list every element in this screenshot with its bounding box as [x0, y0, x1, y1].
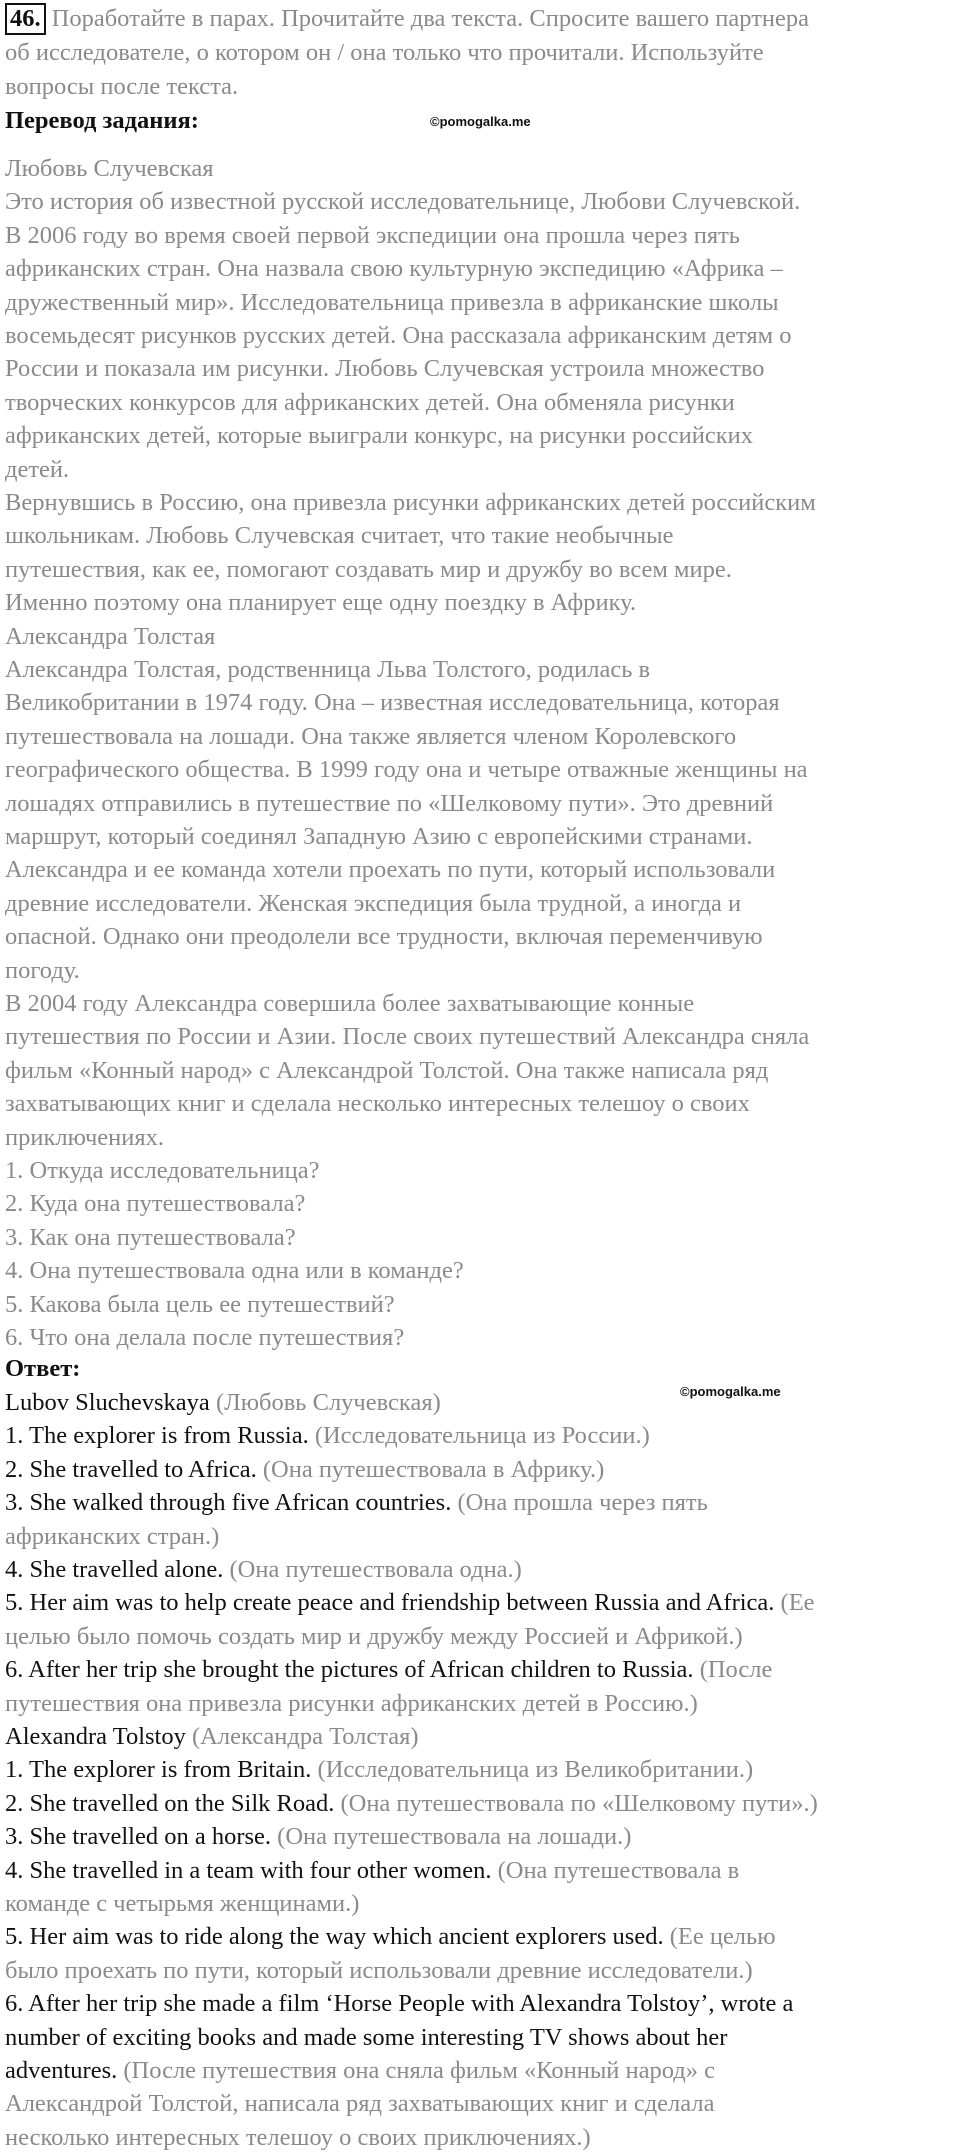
translation-line: творческих конкурсов для африканских детей. Она обменяла рисунки — [5, 388, 735, 416]
answer-russian: целью было помочь создать мир и дружбу между Россией и Африкой.) — [5, 1622, 743, 1650]
answer-line — [5, 2021, 727, 2054]
translation-line: древние исследователи. Женская экспедиция была трудной, а иногда и — [5, 889, 742, 917]
translation-line: 4. Она путешествовала одна или в команде? — [5, 1257, 464, 1285]
translation-line: Вернувшись в Россию, она привезла рисунки африканских детей российским — [5, 489, 816, 516]
answer-russian: (Ее целью — [663, 1923, 776, 1951]
answer-line — [5, 1386, 441, 1419]
answer-line — [5, 1920, 776, 1953]
translation-line: Александра Толстая, родственница Льва Толстого, родилась в — [5, 656, 651, 683]
answer-line — [5, 2054, 715, 2087]
answer-russian: (Исследовательница из России.) — [308, 1422, 650, 1450]
answer-russian: команде с четырьмя женщинами.) — [5, 1890, 360, 1917]
answer-russian: (Она прошла через пять — [451, 1489, 708, 1517]
watermark: ©pomogalka.me — [680, 1384, 781, 1399]
translation-line: приключениях. — [5, 1123, 165, 1151]
answer-english: 2. She travelled on the Silk Road. — [5, 1789, 335, 1817]
answer-russian: африканских стран.) — [5, 1522, 220, 1550]
answer-russian: (Ее — [774, 1589, 815, 1617]
answer-english: 3. She walked through five African countries. — [5, 1489, 452, 1517]
answer-line — [5, 1787, 818, 1820]
answer-line — [5, 2121, 591, 2154]
answer-english: adventures. — [5, 2057, 118, 2084]
answer-english: 1. The explorer is from Russia. — [5, 1422, 309, 1450]
answer-russian: (Она путешествовала на лошади.) — [271, 1823, 632, 1851]
translation-line: 3. Как она путешествовала? — [5, 1223, 296, 1251]
answer-line — [5, 1854, 739, 1887]
answer-english: 4. She travelled alone. — [5, 1556, 224, 1583]
answer-line — [5, 1620, 743, 1653]
task-text: Поработайте в парах. Прочитайте два текста. Спросите вашего партнера — [51, 5, 810, 32]
answer-russian: (Она путешествовала по «Шелковому пути».) — [334, 1789, 818, 1817]
answer-russian: (Она путешествовала одна.) — [223, 1556, 522, 1583]
translation-line: Любовь Случевская — [5, 155, 214, 182]
translation-line: детей. — [5, 455, 70, 483]
task-line — [5, 2, 809, 35]
answer-english: 2. She travelled to Africa. — [5, 1455, 257, 1483]
answer-russian: (Она путешествовала в — [491, 1856, 740, 1884]
translation-line: 1. Откуда исследовательница? — [5, 1157, 320, 1184]
answer-line — [5, 1887, 359, 1920]
answer-line — [5, 1753, 753, 1786]
task-line: об исследователе, о котором он / она только что прочитали. Используйте — [5, 39, 764, 66]
answer-english: 5. Her aim was to ride along the way which ancient explorers used. — [5, 1923, 664, 1951]
translation-line: Это история об известной русской исследовательнице, Любови Случевской. — [5, 188, 801, 216]
answer-line — [5, 2087, 714, 2120]
answer-russian: (Любовь Случевская) — [209, 1389, 441, 1416]
answer-russian: (Александра Толстая) — [185, 1723, 419, 1750]
watermark: ©pomogalka.me — [430, 114, 531, 129]
answer-line — [5, 1653, 772, 1686]
exercise-number: 46. — [5, 3, 46, 35]
translation-line: Александра и ее команда хотели проехать по пути, который использовали — [5, 856, 776, 884]
translation-line: африканских детей, которые выиграли конкурс, на рисунки российских — [5, 422, 754, 450]
translation-line: захватывающих книг и сделала несколько интересных телешоу о своих — [5, 1090, 750, 1118]
translation-line: Великобритании в 1974 году. Она – известная исследовательница, которая — [5, 689, 780, 717]
task-line: вопросы после текста. — [5, 73, 239, 100]
translation-line: школьникам. Любовь Случевская считает, что такие необычные — [5, 522, 674, 550]
answer-line — [5, 1954, 753, 1987]
answer-line — [5, 1553, 522, 1586]
answer-line — [5, 1687, 698, 1720]
answer-russian: (Исследовательница из Великобритании.) — [311, 1756, 754, 1784]
answer-english: number of exciting books and made some interesting TV shows about her — [5, 2023, 728, 2051]
translation-line: путешествия по России и Азии. После своих путешествий Александра сняла — [5, 1023, 810, 1051]
answer-russian: (После — [693, 1656, 773, 1684]
translation-line: 5. Какова была цель ее путешествий? — [5, 1290, 395, 1318]
translation-line: дружественный мир». Исследовательница привезла в африканские школы — [5, 288, 779, 316]
answer-line — [5, 1453, 604, 1486]
answer-line — [5, 1720, 419, 1753]
translation-line: лошадях отправились в путешествие по «Шелковому пути». Это древний — [5, 789, 774, 817]
answer-heading: Ответ: — [5, 1355, 81, 1382]
translation-heading: Перевод задания: — [5, 107, 199, 134]
answer-english: 1. The explorer is from Britain. — [5, 1756, 312, 1784]
answer-line — [5, 1486, 708, 1519]
translation-line: Именно поэтому она планирует еще одну поездку в Африку. — [5, 589, 637, 617]
answer-english: Alexandra Tolstoy — [5, 1723, 186, 1750]
answer-russian: (После путешествия она сняла фильм «Конный народ» с — [117, 2057, 716, 2084]
translation-line: фильм «Конный народ» с Александрой Толстой. Она также написала ряд — [5, 1056, 769, 1084]
translation-line: 6. Что она делала после путешествия? — [5, 1324, 405, 1351]
translation-line: путешествовала на лошади. Она также является членом Королевского — [5, 722, 737, 750]
answer-english: 6. After her trip she brought the pictures of African children to Russia. — [5, 1656, 694, 1684]
translation-line: маршрут, который соединял Западную Азию с европейскими странами. — [5, 823, 753, 850]
answer-line — [5, 1419, 650, 1452]
translation-line: России и показала им рисунки. Любовь Случевская устроила множество — [5, 355, 765, 383]
translation-line: Александра Толстая — [5, 622, 216, 650]
answer-line — [5, 1586, 815, 1619]
translation-line: погоду. — [5, 956, 80, 984]
answer-russian: несколько интересных телешоу о своих приключениях.) — [5, 2123, 591, 2151]
translation-line: В 2004 году Александра совершила более захватывающие конные — [5, 990, 695, 1017]
answer-line — [5, 1820, 631, 1853]
translation-line: В 2006 году во время своей первой экспедиции она прошла через пять — [5, 221, 740, 249]
answer-english: 6. After her trip she made a film ‘Horse People with Alexandra Tolstoy’, wrote a — [5, 1990, 794, 2018]
translation-line: путешествия, как ее, помогают создавать мир и дружбу во всем мире. — [5, 555, 732, 583]
answer-russian: путешествия она привезла рисунки африканских детей в Россию.) — [5, 1689, 698, 1717]
answer-line — [5, 1520, 219, 1553]
answer-russian: (Она путешествовала в Африку.) — [256, 1455, 605, 1483]
answer-russian: Александрой Толстой, написала ряд захватывающих книг и сделала — [5, 2090, 715, 2118]
answer-russian: было проехать по пути, который использовали древние исследователи.) — [5, 1956, 753, 1984]
answer-english: Lubov Sluchevskaya — [5, 1389, 210, 1416]
answer-english: 4. She travelled in a team with four other women. — [5, 1856, 492, 1884]
answer-line — [5, 1987, 793, 2020]
translation-line: опасной. Однако они преодолели все трудности, включая переменчивую — [5, 923, 763, 951]
translation-line: географического общества. В 1999 году она и четыре отважные женщины на — [5, 756, 808, 784]
answer-english: 5. Her aim was to help create peace and friendship between Russia and Africa. — [5, 1589, 775, 1617]
translation-line: 2. Куда она путешествовала? — [5, 1190, 306, 1218]
translation-line: восемьдесят рисунков русских детей. Она рассказала африканским детям о — [5, 322, 792, 349]
translation-line: африканских стран. Она назвала свою культурную экспедицию «Африка – — [5, 255, 783, 283]
answer-english: 3. She travelled on a horse. — [5, 1823, 272, 1851]
